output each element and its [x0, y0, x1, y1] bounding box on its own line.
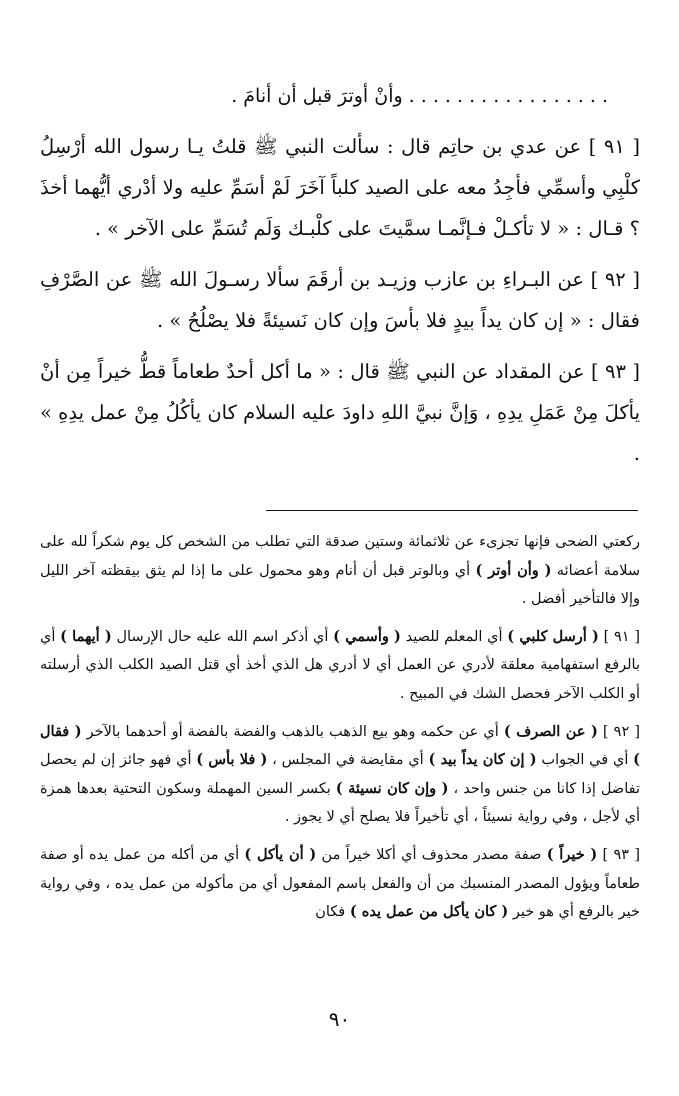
commentary-note: [40, 623, 640, 709]
quoted-term: ( وإن كان نسيئة ): [335, 779, 449, 797]
hadith-number: [ ٩١ ]: [588, 135, 640, 158]
note-text: بكسر السين المهملة وسكون التحتية بعدها همزة أي لأجل ، وفي رواية نسيئاً ، أي تأخيراً فلا يصلح أي لا يجوز .: [40, 780, 640, 826]
note-text: أي بالرفع استفهامية معلقة لأدري عن العمل أي لا أدري هل الذي أخذ أي قتل الصيد الكلب الذي أرسلته أو الكلب الآخر فحصل الشك في المبيح .: [40, 628, 640, 702]
note-text: أي المعلم للصيد: [400, 628, 508, 645]
quoted-term: ( وأن أوتر ): [475, 561, 552, 579]
footnote-divider: [266, 510, 638, 511]
quoted-term: ( فقال ): [40, 722, 641, 769]
quoted-term: ( كان يأكل من عمل يده ): [349, 903, 509, 921]
note-text: [ ٩١ ]: [598, 628, 640, 645]
hadith-91: [40, 126, 640, 249]
commentary-note: [40, 718, 640, 832]
hadith-93: [40, 351, 640, 474]
continued-text-line: . . . . . . . . . . . . . . . . . وأنْ أوترَ قبل أن أنامَ .: [231, 85, 608, 107]
quoted-term: ( أرسل كلبي ): [507, 627, 599, 645]
note-text: [ ٩٣ ]: [597, 846, 640, 863]
page-number: ٩٠: [328, 1007, 351, 1031]
quoted-term: ( أيهما ): [60, 627, 112, 645]
note-text: أي فهو جائز إن لم يحصل تفاضل إذا كانا من جنس واحد ،: [40, 752, 640, 797]
commentary-note: [40, 841, 640, 927]
hadith-body: عن المقداد عن النبي ﷺ قال : « ما أكل أحدٌ طعاماً قطُّ خيراً مِن أنْ يأكلَ مِنْ عَمَلِ يدِهِ ، وَإنَّ نبيَّ اللهِ داودَ عليه السلام كان يأكُلُ مِنْ عمل يدِهِ » .: [40, 360, 640, 465]
note-text: أي مقايضة في المجلس ،: [267, 752, 429, 769]
hadith-92: [40, 259, 640, 341]
note-text: أي في الجواب: [536, 752, 634, 769]
note-text: [ ٩٢ ]: [597, 723, 640, 740]
note-text: ركعتي الضحى فإنها تجزىء عن ثلاثمائة وستين صدقة التي تطلب من الشخص كل يوم شكراً لله على سلامة أعضائه: [40, 534, 640, 579]
note-text: أي أذكر اسم الله عليه حال الإرسال: [111, 628, 334, 645]
hadith-number: [ ٩٢ ]: [590, 268, 640, 291]
note-text: فكان: [315, 904, 350, 921]
hadith-number: [ ٩٣ ]: [591, 360, 641, 383]
quoted-term: ( أن يأكل ): [244, 845, 317, 863]
note-text: صفة مصدر محذوف أي أكلا خيراً من: [316, 846, 547, 863]
quoted-term: ( إن كان يداً بيد ): [428, 751, 537, 769]
note-text: أي من أكله من عمل يده أو صفة طعاماً ويؤول المصدر المنسبك من أن والفعل باسم المفعول أي من مأكوله من عمل يده ، وفي رواية خير بالرفع أي هو خير: [40, 846, 640, 921]
quoted-term: ( خيراً ): [546, 845, 598, 863]
commentary-block: [40, 528, 640, 927]
note-text: أي عن حكمه وهو بيع الذهب بالذهب والفضة بالفضة أو أحدهما بالآخر: [81, 723, 504, 740]
quoted-term: ( وأسمي ): [333, 627, 401, 645]
hadith-body: عن البـراءِ بن عازب وزيـد بن أرقَمَ سألا رسـولَ الله ﷺ عن الصَّرْفِ فقال : « إن كان يداً بيدٍ فلا بأسَ وإن كان نَسيئةً فلا يصْلُحُ » .: [40, 268, 640, 332]
note-text: أي وبالوتر قبل أن أنام وهو محمول على ما إذا لم يثق بيقظته آخر الليل وإلا فالتأخير أفضل .: [40, 562, 640, 608]
quoted-term: ( عن الصرف ): [503, 722, 598, 740]
commentary-note: [40, 528, 640, 614]
quoted-term: ( فلا بأس ): [196, 751, 268, 769]
hadith-text-block: [40, 126, 640, 474]
hadith-body: عن عدي بن حاتِم قال : سألت النبي ﷺ قلتُ يـا رسول الله أرْسِلُ كلْبِي وأسمِّي فأجِدُ معه على الصيد كلباً آخَرَ لَمْ أسَمِّ عليه ولا أدْري أيُّهما أخذَ ؟ قـال : « لا تأكـلْ فـإنَّمـا سمَّيتَ على كلْبـك وَلَم تُسَمِّ على الآخر » .: [40, 135, 640, 240]
